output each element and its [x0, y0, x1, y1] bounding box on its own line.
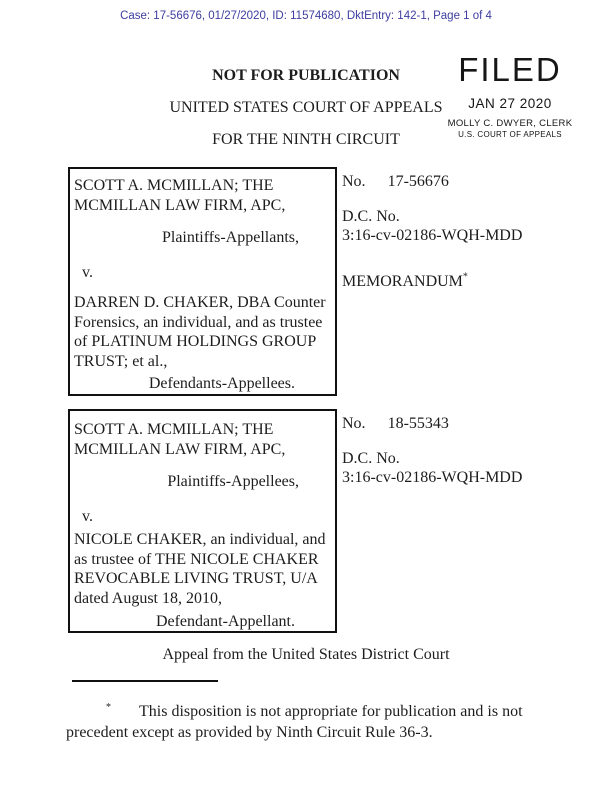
case-number-label-1: No. [342, 173, 366, 190]
versus-case-2: v. [82, 507, 93, 525]
not-for-publication-heading: NOT FOR PUBLICATION [212, 67, 400, 84]
plaintiffs-case-2: SCOTT A. MCMILLAN; THE MCMILLAN LAW FIRM, APC, [74, 421, 286, 458]
memorandum-text: MEMORANDUM [342, 272, 463, 290]
memorandum-title [342, 272, 552, 292]
case-number-1: 17-56676 [387, 173, 449, 190]
versus-case-1: v. [82, 263, 93, 281]
case-number-2: 18-55343 [387, 415, 449, 432]
case-number-line-2 [342, 414, 552, 434]
dc-number-block-2 [342, 449, 552, 488]
defendant-role-case-1: Defendants-Appellees. [148, 375, 295, 392]
footnote-body: This disposition is not appropriate for publication and is not precedent except as provided by Ninth Circuit Rule 36-3. [66, 703, 523, 741]
plaintiff-role-case-2: Plaintiffs-Appellees, [167, 473, 299, 490]
dc-number-label-2: D.C. No. [342, 449, 400, 467]
dc-number-1: 3:16-cv-02186-WQH-MDD [342, 227, 523, 244]
case-header-line: Case: 17-56676, 01/27/2020, ID: 11574680, DktEntry: 142-1, Page 1 of 4 [120, 10, 492, 22]
caption-box-case-2 [68, 409, 337, 633]
caption-box-case-1 [68, 167, 337, 396]
appeal-from-line: Appeal from the United States District Court [162, 646, 450, 663]
filed-stamp [430, 53, 590, 139]
defendants-case-2: NICOLE CHAKER, an individual, and as trustee of THE NICOLE CHAKER REVOCABLE LIVING TRUST, U/A dated August 18, 2010, [74, 531, 326, 607]
dc-number-label-1: D.C. No. [342, 207, 400, 225]
defendants-case-1: DARREN D. CHAKER, DBA Counter Forensics, an individual, and as trustee of PLATINUM HOLDINGS GROUP TRUST; et al., [74, 294, 326, 370]
dc-number-2: 3:16-cv-02186-WQH-MDD [342, 469, 523, 486]
dc-number-block-1 [342, 207, 552, 246]
case-number-label-2: No. [342, 415, 366, 432]
defendant-role-case-2: Defendant-Appellant. [155, 613, 295, 630]
case-meta-2 [342, 414, 552, 488]
court-name-heading: UNITED STATES COURT OF APPEALS [169, 99, 443, 116]
footnote-mark: * [106, 701, 111, 713]
filed-stamp-court: U.S. COURT OF APPEALS [458, 130, 562, 139]
footnote-text [66, 702, 542, 743]
plaintiff-role-case-1: Plaintiffs-Appellants, [161, 229, 299, 246]
filed-stamp-title: FILED [458, 51, 562, 88]
case-number-line-1 [342, 172, 552, 192]
filed-stamp-date: JAN 27 2020 [468, 96, 552, 111]
filed-stamp-clerk: MOLLY C. DWYER, CLERK [447, 118, 573, 129]
plaintiffs-case-1: SCOTT A. MCMILLAN; THE MCMILLAN LAW FIRM, APC, [74, 177, 286, 214]
memorandum-footnote-mark: * [462, 271, 468, 283]
footnote-separator-rule [72, 680, 218, 682]
circuit-heading: FOR THE NINTH CIRCUIT [212, 131, 400, 148]
case-meta-1 [342, 172, 552, 291]
